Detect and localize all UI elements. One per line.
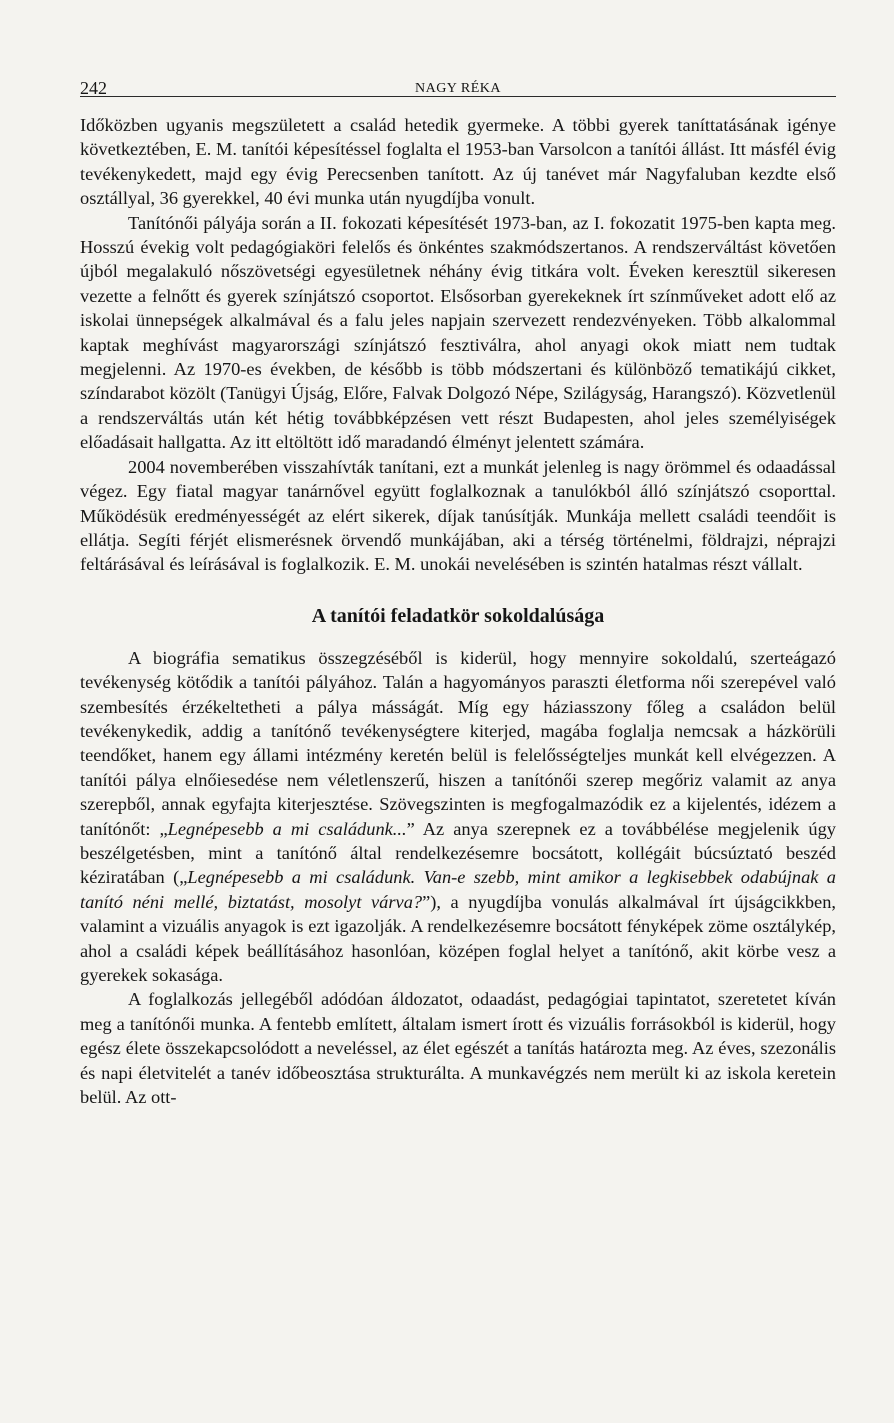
paragraph: 2004 novemberében visszahívták tanítani, ezt a munkát jelenleg is nagy örömmel és odaadással végez. Egy fiatal magyar tanárnővel együtt foglalkoznak a tanulókból álló színjátszó csoporttal. Működésük eredményességét az elért sikerek, díjak tanúsítják. Munkája mellett családi teendőit is ellátja. Segíti férjét elismerésnek örvendő munkájában, aki a térség történelmi, földrajzi, néprajzi feltárásával és leírásával is foglalkozik. E. M. unokái nevelésében is szintén hatalmas részt vállalt. — [80, 456, 836, 575]
text-segment: A biográfia sematikus összegzéséből is kiderül, hogy mennyire sokoldalú, szerteágazó tevékenység kötődik a tanítói pályához. Talán a hagyományos paraszti életforma női szerepével való szembesítés érzékeltetheti a pálya másságát. Míg egy háziasszony főleg a családon belül tevékenykedik, addig a tanítónő tevékenységtere kiterjed, magába foglalja nemcsak a házkörüli teendőket, hanem egy állami intézmény keretén belül is felelősségteljes munkát kell elvégezzen. A tanítói pálya elnőiesedése nem véletlenszerű, hiszen a tanítónői szerep megőriz valamit az anya szerepből, annak egyfajta kiterjesztése. Szövegszinten is megfogalmazódik ez a kijelentés, idézem a tanítónőt: „ — [80, 647, 836, 839]
body-text — [80, 113, 836, 1109]
paragraph: Tanítónői pályája során a II. fokozati képesítését 1973-ban, az I. fokozatit 1975-ben kapta meg. Hosszú évekig volt pedagógiaköri felelős és önkéntes szakmódszertanos. A rendszerváltást követően újból megalakuló nőszövetségi egyesületnek néhány évig titkára volt. Éveken keresztül sikeresen vezette a felnőtt és gyerek színjátszó csoportot. Elsősorban gyerekeknek írt színműveket adott elő az iskolai ünnepségek alkalmával és a falu jeles napjain szervezett rendezvényeken. Több alkalommal kaptak meghívást magyarországi színjátszó fesztiválra, ahol anyagi okok miatt nem tudtak megjelenni. Az 1970-es években, de később is több módszertani és különböző tematikájú cikket, színdarabot közölt (Tanügyi Újság, Előre, Falvak Dolgozó Népe, Szilágyság, Harangszó). Közvetlenül a rendszerváltás után két hétig továbbképzésen vett részt Budapesten, ahol jeles személyiségek előadásait hallgatta. Az itt eltöltött idő maradandó élményt jelentett számára. — [80, 212, 836, 453]
section-heading: A tanítói feladatkör sokoldalúsága — [311, 604, 605, 627]
running-head — [80, 74, 836, 97]
quote-italic: Legnépesebb a mi családunk. Van-e szebb, mint amikor a legkisebbek odabújnak a tanító néni mellé, biztatást, mosolyt várva? — [80, 867, 836, 912]
header-author: NAGY RÉKA — [414, 81, 502, 96]
quote-italic: Legnépesebb a mi családunk... — [167, 818, 407, 839]
text-segment: ”), a nyugdíjba vonulás alkalmával írt újságcikkben, valamint a vizuális anyagok is ezt igazolják. A rendelkezésemre bocsátott fényképek zöme osztálykép, ahol a családi képek beállításához hasonlóan, középen foglal helyet a tanítónő, akit körbe vesz a gyerekek sokasága. — [80, 891, 836, 985]
text-segment: ” Az anya szerepnek ez a továbbélése megjelenik úgy beszélgetésben, mint a tanítónő által rendelkezésemre bocsátott, kollégáit búcsúztató beszéd kéziratában („ — [80, 818, 836, 888]
page-number: 242 — [80, 78, 107, 98]
paragraph: A foglalkozás jellegéből adódóan áldozatot, odaadást, pedagógiai tapintatot, szeretetet kíván meg a tanítónői munka. A fentebb említett, általam ismert írott és vizuális forrásokból is kiderül, hogy egész élete összekapcsolódott a neveléssel, az élet egészét a tanítás határozta meg. Az éves, szezonális és napi életvitelét a tanév időbeosztása strukturálta. A munkavégzés nem merült ki az iskola keretein belül. Az ott- — [80, 989, 836, 1108]
paragraph: Időközben ugyanis megszületett a család hetedik gyermeke. A többi gyerek taníttatásának igénye következtében, E. M. tanítói képesítéssel foglalta el 1953-ban Varsolcon a tanítói állást. Itt másfél évig tevékenykedett, majd egy évig Perecsenben tanított. Az új tanévet már Nagyfaluban kezdte első osztállyal, 36 gyerekkel, 40 évi munka után nyugdíjba vonult. — [80, 115, 836, 209]
paragraph — [80, 646, 836, 988]
